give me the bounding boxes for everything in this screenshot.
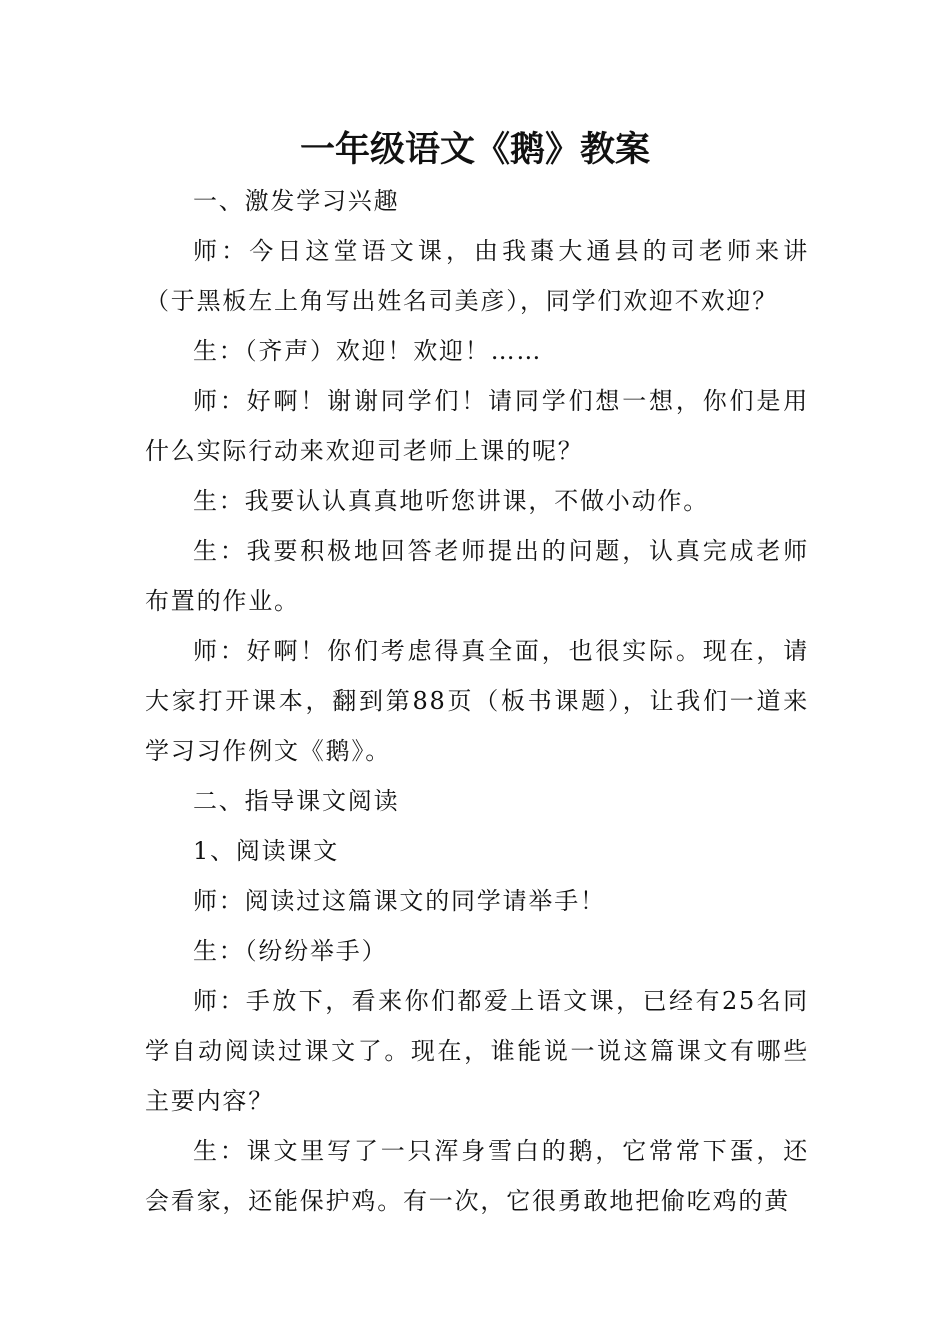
paragraph-teacher-4: 师：阅读过这篇课文的同学请举手！ (193, 887, 606, 915)
paragraph-student-2: 生：我要认认真真地听您讲课，不做小动作。 (193, 487, 709, 515)
section-heading-2: 二、指导课文阅读 (193, 787, 400, 815)
paragraph-teacher-5: 师：手放下，看来你们都爱上语文课，已经有25名同学自动阅读过课文了。现在，谁能说一说这篇课文有哪些主要内容？ (145, 987, 809, 1115)
paragraph-teacher-3: 师：好啊！你们考虑得真全面，也很实际。现在，请大家打开课本，翻到第88页（板书课题），让我们一道来学习习作例文《鹅》。 (145, 637, 809, 765)
paragraph-student-4: 生：（纷纷举手） (193, 937, 388, 965)
document-body (145, 176, 809, 1226)
paragraph-student-3: 生：我要积极地回答老师提出的问题，认真完成老师布置的作业。 (145, 537, 809, 615)
document-title: 一年级语文《鹅》教案 (299, 130, 650, 170)
paragraph-student-1: 生：（齐声）欢迎！欢迎！…… (193, 337, 543, 365)
paragraph-student-5: 生：课文里写了一只浑身雪白的鹅，它常常下蛋，还会看家，还能保护鸡。有一次，它很勇敢地把偷吃鸡的黄 (145, 1137, 809, 1215)
paragraph-teacher-1: 师：今日这堂语文课，由我棗大通县的司老师来讲（于黑板左上角写出姓名司美彦），同学们欢迎不欢迎？ (145, 237, 809, 315)
section-heading-1: 一、激发学习兴趣 (193, 187, 400, 215)
subsection-heading-1: 1、阅读课文 (193, 837, 340, 865)
paragraph-teacher-2: 师：好啊！谢谢同学们！请同学们想一想，你们是用什么实际行动来欢迎司老师上课的呢？ (145, 387, 809, 465)
